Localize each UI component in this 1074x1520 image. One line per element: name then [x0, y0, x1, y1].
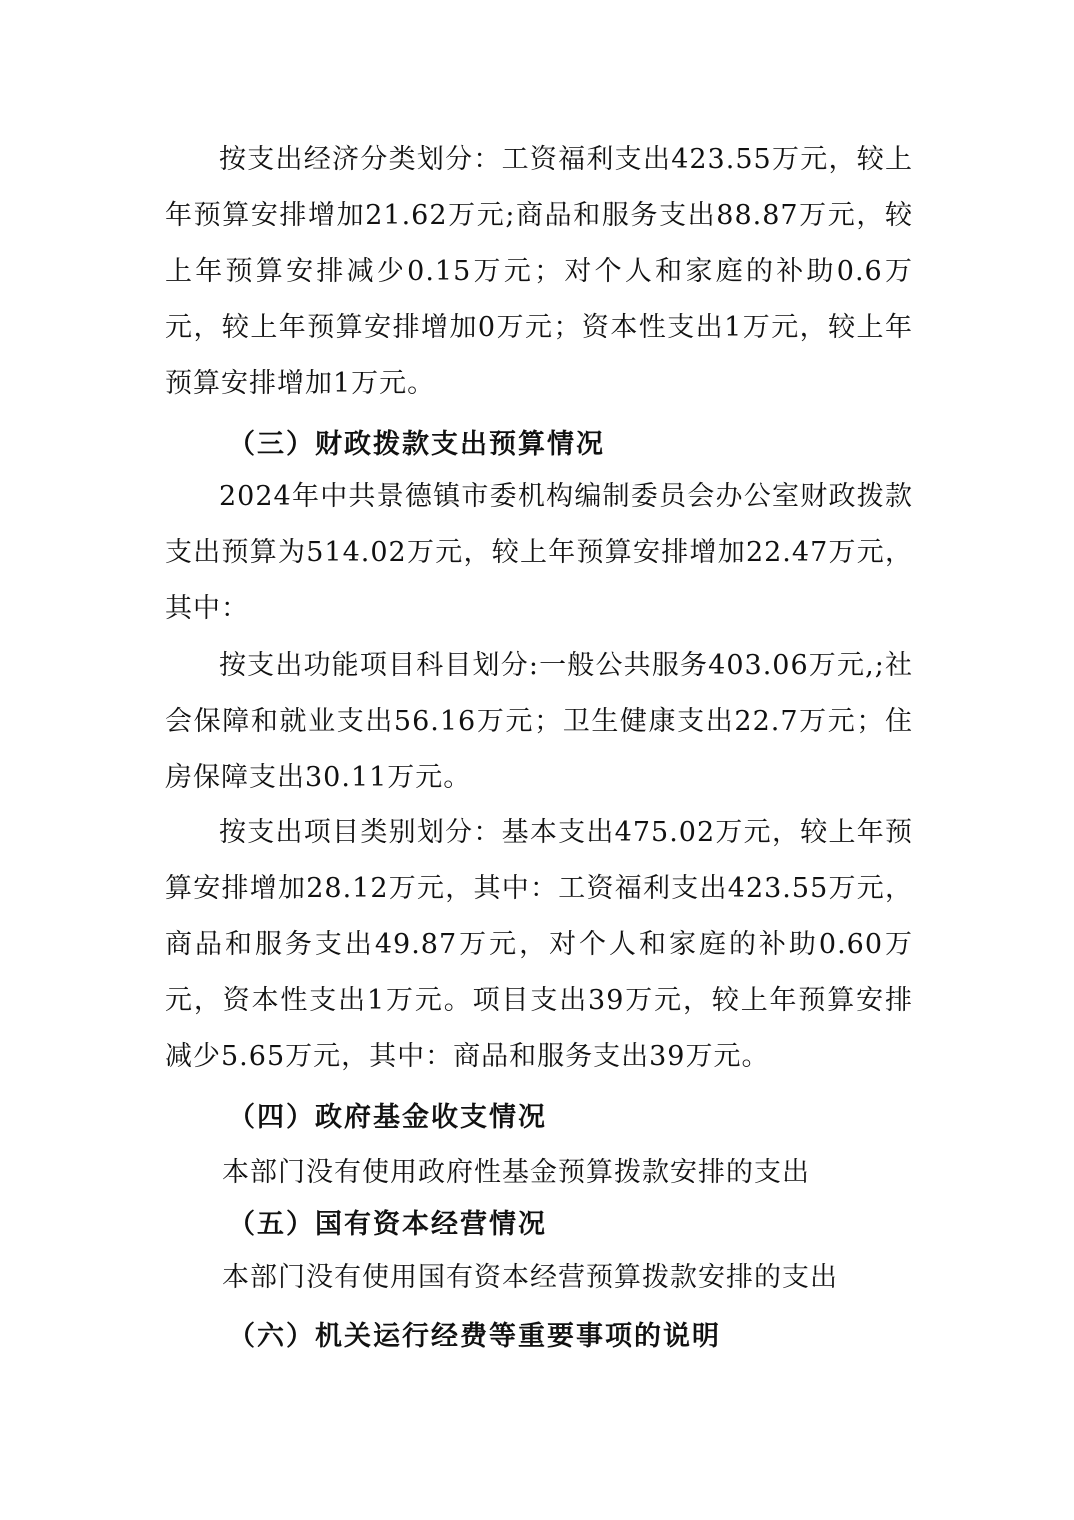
heading-fiscal-appropriation-expenditure: （三）财政拨款支出预算情况 — [228, 429, 605, 460]
heading-operating-expenses: （六）机关运行经费等重要事项的说明 — [228, 1321, 721, 1352]
paragraph-fiscal-budget-total: 2024年中共景德镇市委机构编制委员会办公室财政拨款支出预算为514.02万元，较上年预算安排增加22.47万元，其中： — [165, 481, 913, 624]
paragraph-state-capital-note: 本部门没有使用国有资本经营预算拨款安排的支出 — [222, 1262, 838, 1293]
paragraph-economic-classification: 按支出经济分类划分：工资福利支出423.55万元，较上年预算安排增加21.62万元;商品和服务支出88.87万元，较上年预算安排减少0.15万元；对个人和家庭的补助0.6万元，较上年预算安排增加0万元；资本性支出1万元，较上年预算安排增加1万元。 — [165, 144, 913, 399]
heading-government-fund: （四）政府基金收支情况 — [228, 1102, 547, 1133]
paragraph-functional-classification: 按支出功能项目科目划分:一般公共服务403.06万元,;社会保障和就业支出56.16万元；卫生健康支出22.7万元；住房保障支出30.11万元。 — [165, 650, 913, 793]
paragraph-government-fund-note: 本部门没有使用政府性基金预算拨款安排的支出 — [222, 1157, 810, 1188]
heading-state-capital: （五）国有资本经营情况 — [228, 1209, 547, 1240]
paragraph-project-category: 按支出项目类别划分：基本支出475.02万元，较上年预算安排增加28.12万元，其中：工资福利支出423.55万元，商品和服务支出49.87万元，对个人和家庭的补助0.60万元，资本性支出1万元。项目支出39万元，较上年预算安排减少5.65万元，其中：商品和服务支出39万元。 — [165, 817, 913, 1072]
